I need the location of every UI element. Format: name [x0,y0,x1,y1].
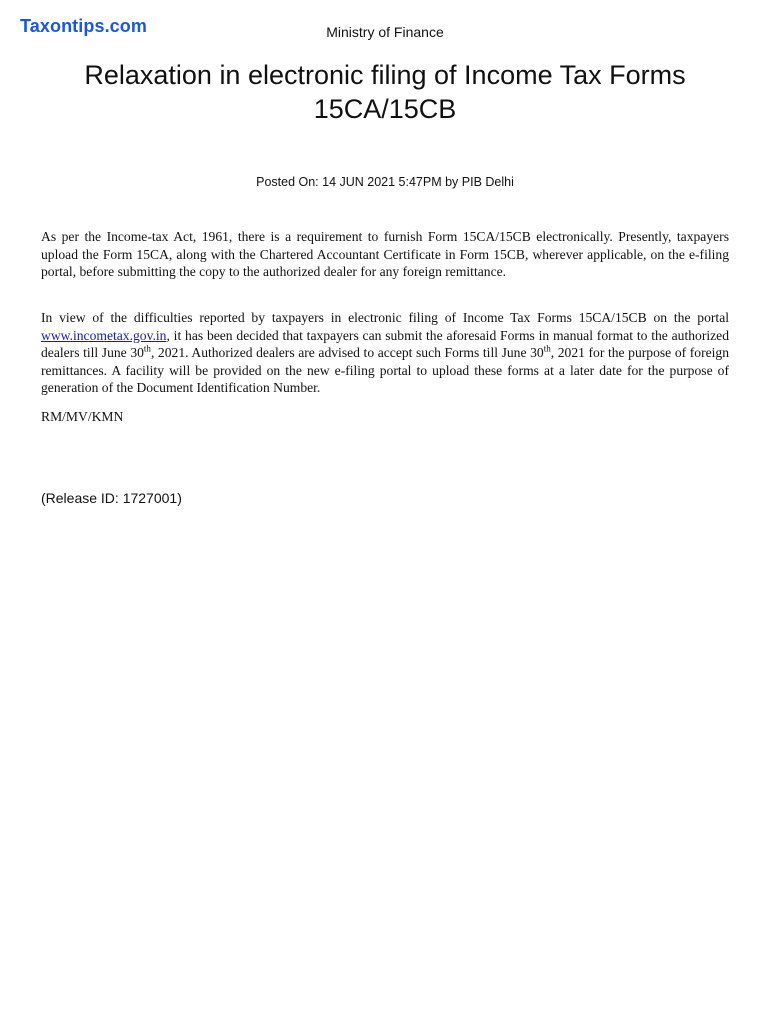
ordinal-suffix-2: th [543,343,551,354]
author-initials: RM/MV/KMN [41,409,124,424]
paragraph-relaxation-text-2: , it has been decided that taxpayers can submit the aforesaid Forms in manual format to the authorized dealers till June 30 [41,327,729,360]
paragraph-relaxation-text-4: , 2021 for the purpose of foreign remittances. A facility will be provided on the new e-filing portal to upload these forms at a later date for the purpose of generation of the Document Identification Number. [41,345,729,395]
release-id: (Release ID: 1727001) [41,490,182,506]
title-line-2: 15CA/15CB [313,94,457,124]
paragraph-relaxation-text-1: In view of the difficulties reported by taxpayers in electronic filing of Income Tax Forms 15CA/15CB on the portal [41,310,729,325]
page-title [40,58,730,126]
paragraph-relaxation [41,309,729,397]
incometax-portal-link[interactable]: www.incometax.gov.in [41,327,167,343]
ordinal-suffix-1: th [143,343,151,354]
paragraph-requirement: As per the Income-tax Act, 1961, there is a requirement to furnish Form 15CA/15CB electronically. Presently, taxpayers upload the Form 15CA, along with the Chartered Accountant Certificate in Form 15CB, wherever applicable, on the e-filing portal, before submitting the copy to the authorized dealer for any foreign remittance. [41,229,729,279]
posted-on-line: Posted On: 14 JUN 2021 5:47PM by PIB Delhi [256,175,514,189]
title-line-1: Relaxation in electronic filing of Income Tax Forms [84,60,686,90]
paragraph-relaxation-text-3: , 2021. Authorized dealers are advised to accept such Forms till June 30 [150,345,544,360]
taxontips-watermark: Taxontips.com [20,16,147,36]
ministry-header: Ministry of Finance [326,24,444,40]
